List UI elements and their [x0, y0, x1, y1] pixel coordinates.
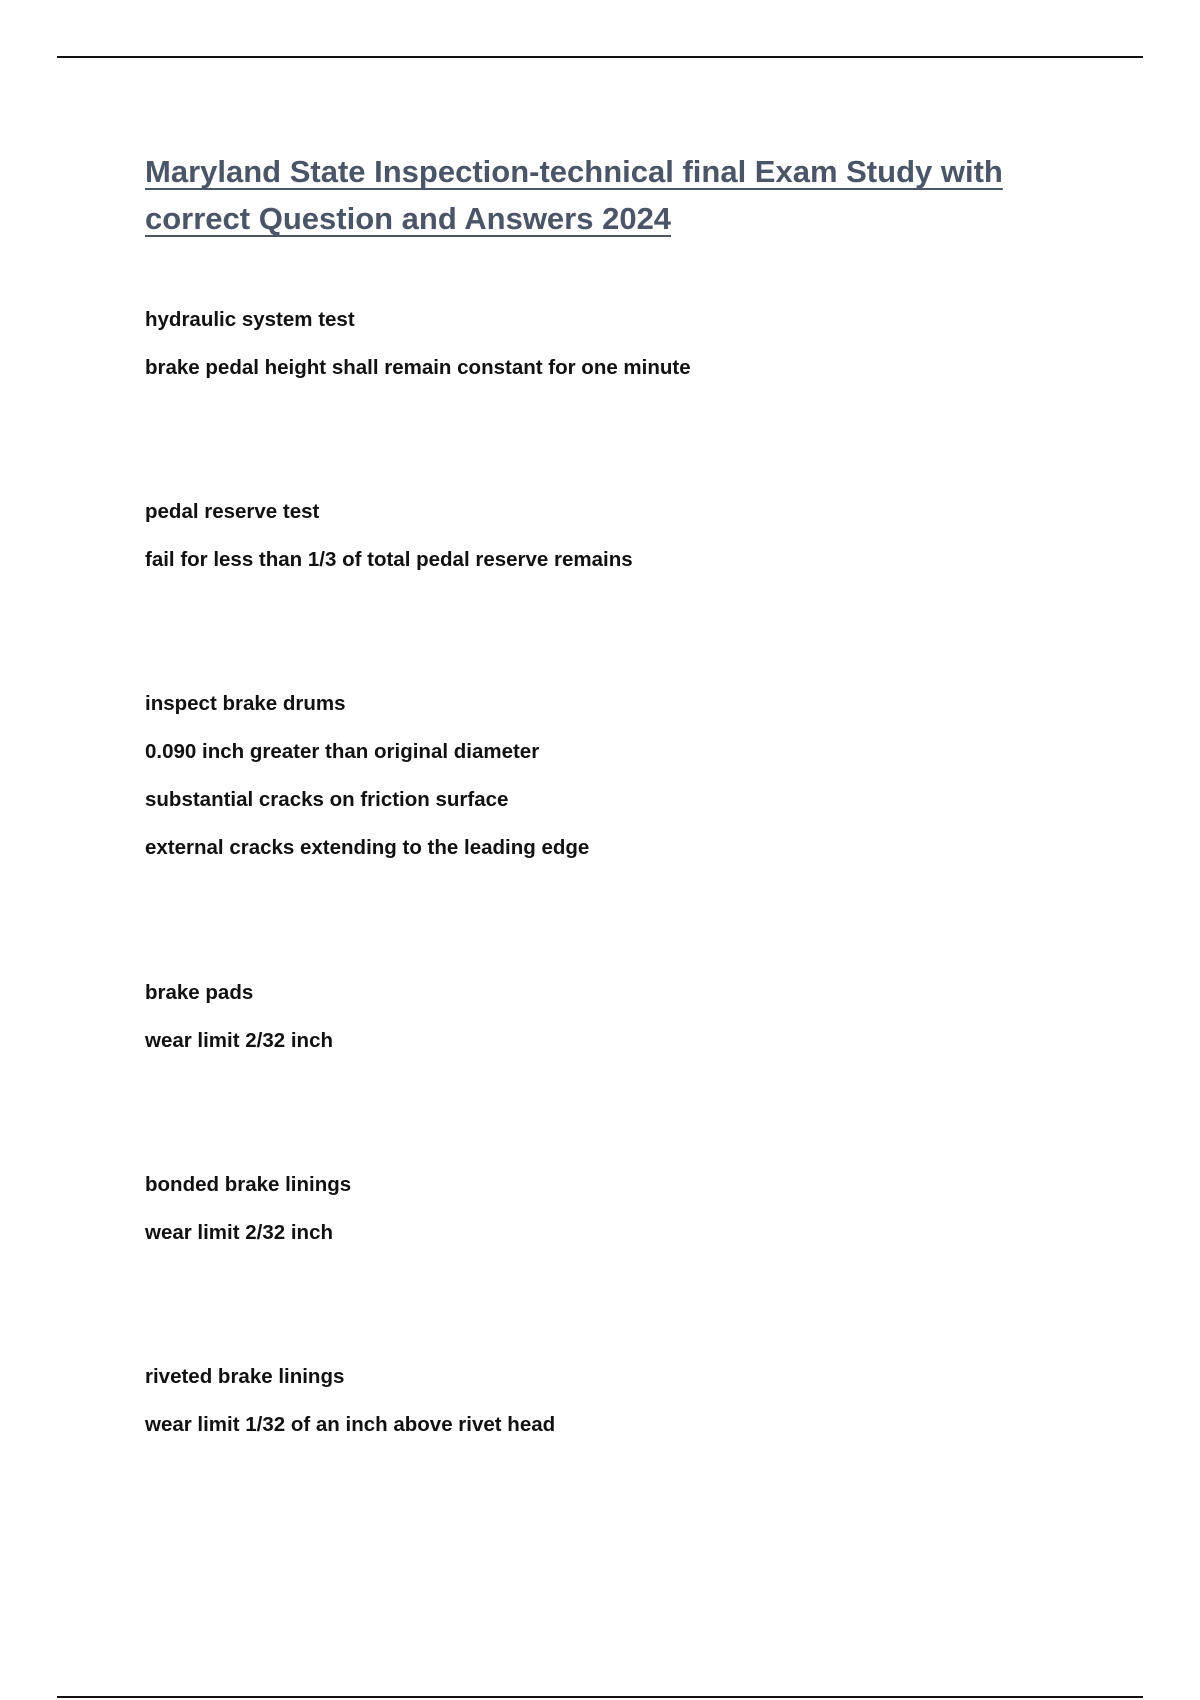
question-text: riveted brake linings — [145, 1365, 345, 1388]
answer-text: wear limit 1/32 of an inch above rivet head — [145, 1413, 556, 1436]
qa-item-brake-pads — [145, 979, 1125, 1075]
qa-item-inspect-brake-drums — [145, 690, 1125, 882]
qa-item-bonded-brake-linings — [145, 1171, 1125, 1267]
page-title — [145, 148, 1065, 242]
question-text: pedal reserve test — [145, 500, 320, 523]
page-title-line-1: Maryland State Inspection-technical final Exam Study with — [145, 154, 1003, 189]
page-title-line-2: correct Question and Answers 2024 — [145, 201, 672, 236]
question-text: inspect brake drums — [145, 692, 346, 715]
answer-text: 0.090 inch greater than original diameter — [145, 740, 540, 763]
qa-item-hydraulic-system-test — [145, 306, 1125, 402]
answer-text: wear limit 2/32 inch — [145, 1221, 333, 1244]
answer-text: substantial cracks on friction surface — [145, 788, 509, 811]
question-text: bonded brake linings — [145, 1173, 352, 1196]
qa-item-pedal-reserve-test — [145, 498, 1125, 594]
qa-item-riveted-brake-linings — [145, 1363, 1125, 1459]
answer-text: brake pedal height shall remain constant for one minute — [145, 356, 691, 379]
bottom-rule — [57, 1696, 1143, 1698]
answer-text: fail for less than 1/3 of total pedal reserve remains — [145, 548, 633, 571]
question-text: hydraulic system test — [145, 308, 355, 331]
answer-text: external cracks extending to the leading edge — [145, 836, 590, 859]
top-rule — [57, 56, 1143, 58]
answer-text: wear limit 2/32 inch — [145, 1029, 333, 1052]
question-text: brake pads — [145, 981, 254, 1004]
